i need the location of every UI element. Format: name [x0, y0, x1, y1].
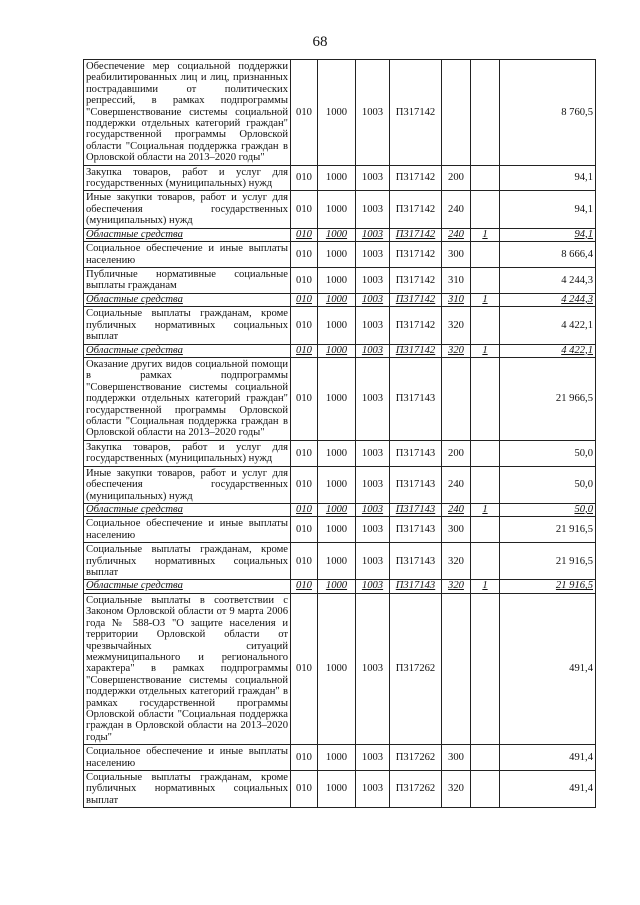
ministry-code-cell: 010	[291, 268, 318, 294]
subsection-code-cell: 1003	[356, 191, 390, 228]
subsection-code-cell: 1003	[356, 228, 390, 242]
budget-table	[83, 59, 596, 808]
amount-cell: 94,1	[500, 165, 596, 191]
section-code-cell: 1000	[318, 440, 356, 466]
section-code-cell: 1000	[318, 745, 356, 771]
table-row	[84, 745, 596, 771]
ministry-code-cell: 010	[291, 344, 318, 358]
row-name-cell: Социальное обеспечение и иные выплаты населению	[84, 517, 291, 543]
target-article-cell: П317262	[390, 593, 442, 744]
expense-type-cell: 240	[442, 466, 471, 503]
amount-cell: 4 244,3	[500, 293, 596, 307]
subsection-code-cell: 1003	[356, 771, 390, 808]
regional-funds-row	[84, 344, 596, 358]
amount-cell: 94,1	[500, 228, 596, 242]
ministry-code-cell: 010	[291, 745, 318, 771]
regional-funds-label: Областные средства	[86, 503, 183, 515]
row-name-cell	[84, 503, 291, 517]
row-name-cell: Социальные выплаты гражданам, кроме публичных нормативных социальных выплат	[84, 307, 291, 344]
subsection-code-cell: 1003	[356, 503, 390, 517]
amount-cell: 4 422,1	[500, 344, 596, 358]
ministry-code-cell: 010	[291, 358, 318, 441]
funding-source-cell	[471, 165, 500, 191]
regional-funds-row	[84, 580, 596, 594]
subsection-code-cell: 1003	[356, 358, 390, 441]
row-name-cell: Социальные выплаты в соответствии с Законом Орловской области от 9 марта 2006 года № 588-ОЗ "О защите населения и территории Орловской области от чрезвычайных ситуаций межмуниципального и регионального характера" в рамках подпрограммы "Совершенствование системы социальной поддержки отдельных категорий граждан" в рамках государственной программы Орловской области "Социальная поддержка граждан в Орловской области на 2013–2020 годы"	[84, 593, 291, 744]
expense-type-cell: 300	[442, 242, 471, 268]
target-article-cell: П317143	[390, 517, 442, 543]
ministry-code-cell: 010	[291, 466, 318, 503]
ministry-code-cell: 010	[291, 307, 318, 344]
amount-cell: 4 244,3	[500, 268, 596, 294]
ministry-code-cell: 010	[291, 543, 318, 580]
table-row	[84, 60, 596, 166]
target-article-cell: П317143	[390, 503, 442, 517]
section-code-cell: 1000	[318, 593, 356, 744]
funding-source-cell	[471, 440, 500, 466]
table-row	[84, 165, 596, 191]
target-article-cell: П317142	[390, 228, 442, 242]
ministry-code-cell: 010	[291, 228, 318, 242]
table-body	[84, 60, 596, 808]
amount-cell: 491,4	[500, 593, 596, 744]
table-row	[84, 517, 596, 543]
subsection-code-cell: 1003	[356, 745, 390, 771]
target-article-cell: П317142	[390, 165, 442, 191]
expense-type-cell	[442, 358, 471, 441]
subsection-code-cell: 1003	[356, 440, 390, 466]
expense-type-cell: 240	[442, 191, 471, 228]
expense-type-cell: 310	[442, 293, 471, 307]
target-article-cell: П317143	[390, 358, 442, 441]
amount-cell: 491,4	[500, 745, 596, 771]
row-name-cell	[84, 293, 291, 307]
target-article-cell: П317143	[390, 440, 442, 466]
subsection-code-cell: 1003	[356, 293, 390, 307]
regional-funds-row	[84, 293, 596, 307]
funding-source-cell: 1	[471, 580, 500, 594]
expense-type-cell: 200	[442, 440, 471, 466]
ministry-code-cell: 010	[291, 165, 318, 191]
row-name-cell: Социальное обеспечение и иные выплаты населению	[84, 242, 291, 268]
target-article-cell: П317143	[390, 543, 442, 580]
subsection-code-cell: 1003	[356, 517, 390, 543]
ministry-code-cell: 010	[291, 771, 318, 808]
section-code-cell: 1000	[318, 344, 356, 358]
table-row	[84, 771, 596, 808]
section-code-cell: 1000	[318, 165, 356, 191]
table-row	[84, 242, 596, 268]
funding-source-cell	[471, 543, 500, 580]
subsection-code-cell: 1003	[356, 466, 390, 503]
target-article-cell: П317142	[390, 191, 442, 228]
target-article-cell: П317262	[390, 771, 442, 808]
row-name-cell: Публичные нормативные социальные выплаты гражданам	[84, 268, 291, 294]
expense-type-cell	[442, 60, 471, 166]
section-code-cell: 1000	[318, 60, 356, 166]
ministry-code-cell: 010	[291, 191, 318, 228]
row-name-cell: Закупка товаров, работ и услуг для государственных (муниципальных) нужд	[84, 440, 291, 466]
regional-funds-label: Областные средства	[86, 228, 183, 240]
amount-cell: 21 916,5	[500, 517, 596, 543]
subsection-code-cell: 1003	[356, 580, 390, 594]
target-article-cell: П317142	[390, 268, 442, 294]
table-row	[84, 191, 596, 228]
regional-funds-label: Областные средства	[86, 344, 183, 356]
expense-type-cell: 320	[442, 771, 471, 808]
expense-type-cell: 310	[442, 268, 471, 294]
expense-type-cell: 320	[442, 543, 471, 580]
expense-type-cell: 300	[442, 745, 471, 771]
expense-type-cell: 240	[442, 228, 471, 242]
funding-source-cell	[471, 242, 500, 268]
target-article-cell: П317142	[390, 307, 442, 344]
subsection-code-cell: 1003	[356, 268, 390, 294]
subsection-code-cell: 1003	[356, 344, 390, 358]
ministry-code-cell: 010	[291, 517, 318, 543]
target-article-cell: П317262	[390, 745, 442, 771]
expense-type-cell	[442, 593, 471, 744]
row-name-cell: Иные закупки товаров, работ и услуг для обеспечения государственных (муниципальных) нужд	[84, 466, 291, 503]
amount-cell: 21 966,5	[500, 358, 596, 441]
amount-cell: 8 760,5	[500, 60, 596, 166]
regional-funds-row	[84, 503, 596, 517]
ministry-code-cell: 010	[291, 440, 318, 466]
ministry-code-cell: 010	[291, 580, 318, 594]
table-row	[84, 268, 596, 294]
amount-cell: 50,0	[500, 440, 596, 466]
expense-type-cell: 240	[442, 503, 471, 517]
amount-cell: 8 666,4	[500, 242, 596, 268]
expense-type-cell: 200	[442, 165, 471, 191]
regional-funds-row	[84, 228, 596, 242]
ministry-code-cell: 010	[291, 242, 318, 268]
section-code-cell: 1000	[318, 228, 356, 242]
section-code-cell: 1000	[318, 543, 356, 580]
funding-source-cell	[471, 60, 500, 166]
table-row	[84, 307, 596, 344]
funding-source-cell	[471, 191, 500, 228]
subsection-code-cell: 1003	[356, 242, 390, 268]
funding-source-cell: 1	[471, 228, 500, 242]
ministry-code-cell: 010	[291, 593, 318, 744]
amount-cell: 50,0	[500, 466, 596, 503]
table-row	[84, 440, 596, 466]
funding-source-cell: 1	[471, 503, 500, 517]
regional-funds-label: Областные средства	[86, 580, 183, 592]
funding-source-cell: 1	[471, 344, 500, 358]
subsection-code-cell: 1003	[356, 593, 390, 744]
section-code-cell: 1000	[318, 466, 356, 503]
funding-source-cell	[471, 593, 500, 744]
section-code-cell: 1000	[318, 293, 356, 307]
row-name-cell: Иные закупки товаров, работ и услуг для обеспечения государственных (муниципальных) нужд	[84, 191, 291, 228]
row-name-cell: Закупка товаров, работ и услуг для государственных (муниципальных) нужд	[84, 165, 291, 191]
regional-funds-label: Областные средства	[86, 293, 183, 305]
target-article-cell: П317142	[390, 293, 442, 307]
table-row	[84, 593, 596, 744]
amount-cell: 491,4	[500, 771, 596, 808]
ministry-code-cell: 010	[291, 503, 318, 517]
subsection-code-cell: 1003	[356, 307, 390, 344]
expense-type-cell: 320	[442, 580, 471, 594]
target-article-cell: П317143	[390, 466, 442, 503]
funding-source-cell: 1	[471, 293, 500, 307]
section-code-cell: 1000	[318, 191, 356, 228]
funding-source-cell	[471, 466, 500, 503]
target-article-cell: П317142	[390, 344, 442, 358]
page-number: 68	[312, 34, 328, 50]
row-name-cell	[84, 228, 291, 242]
section-code-cell: 1000	[318, 503, 356, 517]
row-name-cell	[84, 580, 291, 594]
section-code-cell: 1000	[318, 307, 356, 344]
table-row	[84, 358, 596, 441]
subsection-code-cell: 1003	[356, 60, 390, 166]
expense-type-cell: 320	[442, 344, 471, 358]
row-name-cell: Оказание других видов социальной помощи в рамках подпрограммы "Совершенствование системы социальной поддержки отдельных категорий граждан" государственной программы Орловской области "Социальная поддержка граждан в Орловской области на 2013–2020 годы"	[84, 358, 291, 441]
section-code-cell: 1000	[318, 580, 356, 594]
amount-cell: 21 916,5	[500, 580, 596, 594]
ministry-code-cell: 010	[291, 293, 318, 307]
funding-source-cell	[471, 771, 500, 808]
funding-source-cell	[471, 517, 500, 543]
target-article-cell: П317143	[390, 580, 442, 594]
subsection-code-cell: 1003	[356, 543, 390, 580]
target-article-cell: П317142	[390, 242, 442, 268]
row-name-cell: Социальные выплаты гражданам, кроме публичных нормативных социальных выплат	[84, 771, 291, 808]
row-name-cell: Обеспечение мер социальной поддержки реабилитированных лиц и лиц, признанных пострадавшими от политических репрессий, в рамках подпрограммы "Совершенствование системы социальной поддержки отдельных категорий граждан" государственной программы Орловской области "Социальная поддержка граждан в Орловской области на 2013–2020 годы"	[84, 60, 291, 166]
expense-type-cell: 300	[442, 517, 471, 543]
funding-source-cell	[471, 268, 500, 294]
row-name-cell	[84, 344, 291, 358]
table-row	[84, 543, 596, 580]
section-code-cell: 1000	[318, 358, 356, 441]
expense-type-cell: 320	[442, 307, 471, 344]
amount-cell: 4 422,1	[500, 307, 596, 344]
row-name-cell: Социальное обеспечение и иные выплаты населению	[84, 745, 291, 771]
target-article-cell: П317142	[390, 60, 442, 166]
section-code-cell: 1000	[318, 242, 356, 268]
section-code-cell: 1000	[318, 268, 356, 294]
row-name-cell: Социальные выплаты гражданам, кроме публичных нормативных социальных выплат	[84, 543, 291, 580]
funding-source-cell	[471, 358, 500, 441]
section-code-cell: 1000	[318, 517, 356, 543]
amount-cell: 94,1	[500, 191, 596, 228]
funding-source-cell	[471, 745, 500, 771]
amount-cell: 50,0	[500, 503, 596, 517]
ministry-code-cell: 010	[291, 60, 318, 166]
funding-source-cell	[471, 307, 500, 344]
table-row	[84, 466, 596, 503]
section-code-cell: 1000	[318, 771, 356, 808]
amount-cell: 21 916,5	[500, 543, 596, 580]
subsection-code-cell: 1003	[356, 165, 390, 191]
